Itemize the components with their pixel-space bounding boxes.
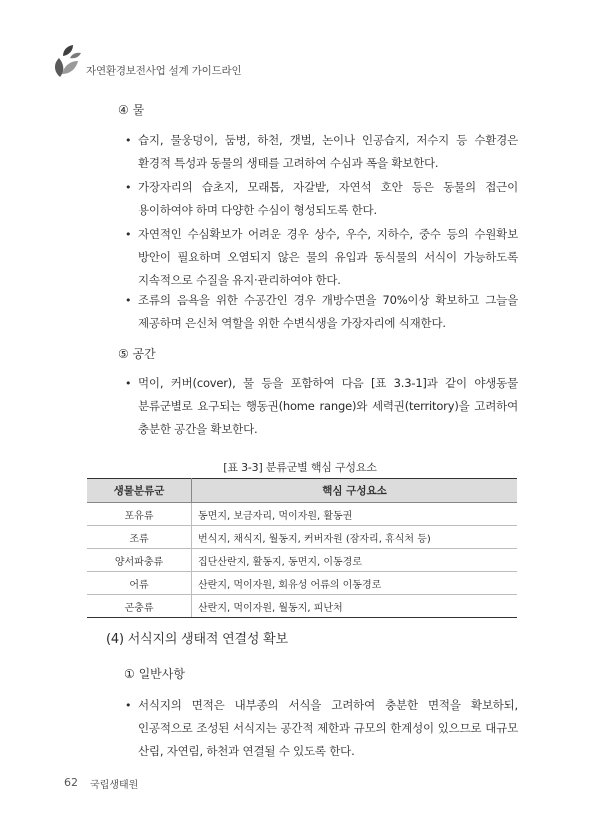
text-line: 자연적인 수심확보가 어려운 경우 상수, 우수, 지하수, 중수 등의 수원확보 <box>138 227 518 241</box>
water-bullet-1 <box>138 129 518 175</box>
text-line: 용이하여야 하며 다양한 수심이 형성되도록 한다. <box>138 203 377 217</box>
document-title: 자연환경보전사업 설계 가이드라인 <box>86 65 242 77</box>
text-line: 지속적으로 수질을 유지·관리하여야 한다. <box>138 273 341 287</box>
subsection-space-heading: ⑤ 공간 <box>118 347 156 361</box>
text-line: 서식지의 면적은 내부종의 서식을 고려하여 충분한 면적을 확보하되, <box>138 698 518 712</box>
taxon-cell: 포유류 <box>87 503 192 526</box>
components-cell: 동면지, 보금자리, 먹이자원, 활동권 <box>192 503 518 526</box>
text-line: 방안이 필요하며 오염되지 않은 물의 유입과 동식물의 서식이 가능하도록 <box>138 250 518 264</box>
text-line: 산림, 자연림, 하천과 연결될 수 있도록 한다. <box>138 744 355 758</box>
taxon-cell: 양서파충류 <box>87 549 192 572</box>
text-line: 가장자리의 습초지, 모래톱, 자갈밭, 자연석 호안 등은 동물의 접근이 <box>138 180 518 194</box>
bullet-marker: • <box>125 228 132 241</box>
components-cell: 산란지, 먹이자원, 월동지, 피난처 <box>192 595 518 618</box>
table-row <box>87 503 517 526</box>
bullet-marker: • <box>125 294 132 307</box>
column-header-taxon: 생물분류군 <box>87 479 192 503</box>
water-bullet-2 <box>138 176 518 222</box>
components-cell: 산란지, 먹이자원, 회유성 어류의 이동경로 <box>192 572 518 595</box>
taxa-components-table <box>87 478 517 618</box>
section4-bullet-1 <box>138 694 518 763</box>
subsection-general-heading: ① 일반사항 <box>124 667 185 681</box>
subsection-water-heading: ④ 물 <box>118 103 145 117</box>
text-line: 조류의 음욕을 위한 수공간인 경우 개방수면을 70%이상 확보하고 그늘을 <box>138 293 518 307</box>
publisher-name: 국립생태원 <box>90 780 139 791</box>
table-row <box>87 572 517 595</box>
taxon-cell: 곤충류 <box>87 595 192 618</box>
table-caption: [표 3-3] 분류군별 핵심 구성요소 <box>223 461 377 474</box>
column-header-components: 핵심 구성요소 <box>192 479 518 503</box>
taxon-cell: 어류 <box>87 572 192 595</box>
text-line: 먹이, 커버(cover), 물 등을 포함하여 다음 [표 3.3-1]과 같이 야생동물 <box>138 376 518 390</box>
leaf-logo-icon <box>50 44 86 78</box>
text-line: 환경적 특성과 동물의 생태를 고려하여 수심과 폭을 확보한다. <box>138 156 439 170</box>
bullet-marker: • <box>125 181 132 194</box>
bullet-marker: • <box>125 134 132 147</box>
water-bullet-4 <box>138 289 518 335</box>
section-heading: (4) 서식지의 생태적 연결성 확보 <box>106 632 288 647</box>
components-cell: 번식지, 채식지, 월동지, 커버자원 (잠자리, 휴식처 등) <box>192 526 518 549</box>
text-line: 인공적으로 조성된 서식지는 공간적 제한과 규모의 한계성이 있으므로 대규모 <box>138 721 518 735</box>
text-line: 충분한 공간을 확보한다. <box>138 422 258 436</box>
table-row <box>87 595 517 618</box>
table-row <box>87 526 517 549</box>
text-line: 습지, 물웅덩이, 둠벙, 하천, 갯벌, 논이나 인공습지, 저수지 등 수환경은 <box>138 133 518 147</box>
page-number: 62 <box>64 776 78 789</box>
text-line: 제공하며 은신처 역할을 위한 수변식생을 가장자리에 식재한다. <box>138 316 446 330</box>
table-header-row <box>87 479 517 503</box>
water-bullet-3 <box>138 223 518 292</box>
bullet-marker: • <box>125 377 132 390</box>
taxon-cell: 조류 <box>87 526 192 549</box>
space-bullet-1 <box>138 372 518 441</box>
table-row <box>87 549 517 572</box>
bullet-marker: • <box>125 699 132 712</box>
text-line: 분류군별로 요구되는 행동권(home range)와 세력권(territory)을 고려하여 <box>138 399 518 413</box>
components-cell: 집단산란지, 활동지, 동면지, 이동경로 <box>192 549 518 572</box>
